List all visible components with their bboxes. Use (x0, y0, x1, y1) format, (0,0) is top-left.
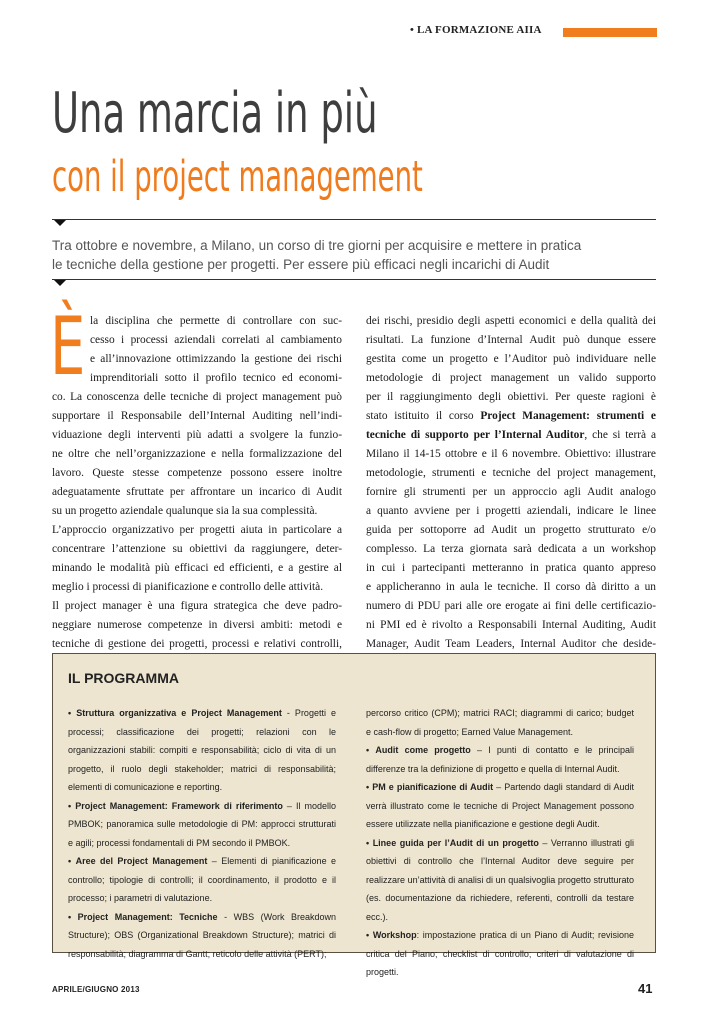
text-line: L’approccio organizzativo per progetti aiuta in particolare a (52, 524, 342, 536)
text-line: fornire gli strumenti per un approccio agli Audit analogo (366, 486, 656, 498)
lead-rule (52, 279, 656, 280)
lead-line-1: Tra ottobre e novembre, a Milano, un corso di tre giorni per acquisire e mettere in pratica (52, 238, 582, 253)
top-rule (52, 219, 656, 220)
text-line: adeguatamente sfruttate per affrontare un incarico di Audit (52, 486, 342, 498)
program-item-label: Workshop (372, 930, 417, 940)
program-column-right (366, 704, 634, 982)
text-line: imprenditoriali sotto il profilo tecnico ed economi- (90, 372, 342, 384)
text-run: , che si terrà a (584, 429, 657, 441)
text-line: minando le modalità più efficaci ed efficienti, e a gestire al (52, 562, 342, 574)
article-column-left (50, 300, 342, 673)
program-bullet: • (366, 930, 370, 940)
text-line: guida per sottoporre ad Audit un progetto strutturato e/o (366, 524, 656, 536)
program-item-continued (366, 704, 634, 741)
issue-date: APRILE/GIUGNO 2013 (52, 985, 140, 994)
rule-arrow-marker (54, 280, 66, 286)
article-title: Una marcia in più (52, 81, 378, 146)
program-item (68, 704, 336, 797)
lead-line-2: le tecniche della gestione per progetti. Per essere più efficaci negli incarichi di Audit (52, 257, 550, 272)
program-item-text: – I punti di contatto e le principali differenze tra la definizione di progetto e quella di Internal Audit. (366, 745, 634, 774)
program-item-text: - Progetti e processi; classificazione dei progetti; relazioni con le organizzazioni stabili: compiti e responsabilità; ciclo di vita di un progetto, il ruolo degli stakeholder; matrici di responsabilità; elementi di comunicazione e reporting. (68, 708, 336, 792)
section-accent-bar (563, 28, 657, 37)
text-line (366, 407, 656, 426)
program-item-text: – Il modello PMBOK; panoramica sulle metodologie di PM: approcci strutturati e agili; processi fondamentali di PM secondo il PMBOK. (68, 800, 336, 848)
drop-cap: È (50, 300, 86, 393)
program-item-label: PM e pianificazione di Audit (372, 782, 494, 792)
program-bullet: • (68, 800, 72, 811)
course-name: Project Management: strumenti e (480, 410, 656, 422)
program-bullet: • (366, 745, 370, 755)
program-title: IL PROGRAMMA (68, 670, 179, 686)
text-line: complesso. La terza giornata sarà dedicata a un workshop (366, 543, 656, 555)
article-column-right (366, 312, 656, 673)
text-line: per il raggiungimento degli obiettivi. Per queste ragioni è (366, 391, 656, 403)
program-item-text: - WBS (Work Breakdown Structure); OBS (Organizational Breakdown Structure); matrici di responsabilità; diagramma di Gantt; reticolo delle attività (PERT); (68, 911, 336, 959)
program-item-label: Struttura organizzativa e Project Management (76, 708, 282, 718)
text-line: lavoro. Queste stesse competenze possono essere inoltre (52, 467, 342, 479)
program-item (68, 908, 336, 964)
text-line: e all’innovazione ottimizzando la gestione dei rischi (90, 353, 342, 365)
program-item-label: Linee guida per l’Audit di un progetto (372, 837, 539, 848)
program-box (52, 653, 656, 977)
text-line: meglio i processi di pianificazione e controllo delle attività. (52, 581, 324, 593)
program-item (68, 852, 336, 908)
program-item-label: Project Management: Framework di riferimento (75, 800, 283, 811)
page-number: 41 (638, 981, 653, 996)
program-item-label: Audit come progetto (375, 745, 471, 755)
text-line: numero di PDU pari alle ore erogate ai fini delle certificazio- (366, 600, 656, 612)
rule-arrow-marker (54, 220, 66, 226)
text-line: co. La conoscenza delle tecniche di project management può (52, 391, 342, 403)
text-line: Milano il 14-15 ottobre e il 6 novembre. Obiettivo: illustrare (366, 448, 656, 460)
text-line: supportare il Responsabile dell’Internal Auditing nell’indi- (52, 410, 342, 422)
program-item (366, 741, 634, 778)
text-line: tecniche di gestione dei progetti, processi e relativi controlli, (52, 638, 342, 650)
program-item (366, 834, 634, 927)
program-item-text: : impostazione pratica di un Piano di Audit; revisione critica del Piano; checklist di controllo; criteri di valutazione di progetti. (366, 930, 634, 977)
lead-paragraph (52, 236, 657, 274)
article-subtitle: con il project management (52, 152, 423, 202)
program-column-left (68, 704, 336, 963)
program-item (366, 926, 634, 982)
program-item-text: percorso critico (CPM); matrici RACI; diagrammi di carico; budget e cash-flow di progetto; Earned Value Management. (366, 708, 634, 737)
program-bullet: • (68, 911, 72, 922)
text-line: ne oltre che nell’organizzazione e nella formalizzazione del (52, 448, 342, 460)
text-line: risultati. La funzione d’Internal Audit può dunque essere (366, 334, 656, 346)
text-line: concentrare l’attenzione su obiettivi da raggiungere, deter- (52, 543, 342, 555)
text-line: su un progetto aziendale qualunque sia la sua complessità. (52, 505, 318, 517)
program-item-text: – Elementi di pianificazione e controllo; tipologie di controlli; il coordinamento, il prodotto e il processo; i parametri di valutazione. (68, 856, 336, 903)
text-line: viduazione degli interventi più adatti a svolgere la funzio- (52, 429, 342, 441)
program-item-text: – Verranno illustrati gli obiettivi di controllo che l’Internal Auditor deve seguire per realizzare un’attività di analisi di un qualsivoglia progetto strutturato (es. documentazione da richiedere, referenti, controlli da testare ecc.). (366, 837, 634, 922)
course-name-cont: tecniche di supporto per l’Internal Auditor (366, 429, 585, 441)
text-line: neggiare numerose competenze in diversi ambiti: metodi e (52, 619, 342, 631)
text-line: metodologie, strumenti e tecniche del project management, (366, 467, 656, 479)
text-line: dei rischi, presidio degli aspetti economici e della qualità dei (366, 315, 656, 327)
text-line: ni PMI ed è rivolto a Responsabili Internal Auditing, Audit (366, 619, 656, 631)
text-line: Manager, Audit Team Leaders, Internal Auditor che deside- (366, 638, 656, 650)
text-line: gestita come un progetto e l’Auditor può individuare nelle (366, 353, 656, 365)
program-item-text: – Partendo dagli standard di Audit verrà illustrato come le tecniche di Project Management possono essere utilizzate nella pianificazione e gestione degli Audit. (366, 782, 634, 829)
text-line: a quanto avviene per i progetti aziendali, indicare le linee (366, 505, 656, 517)
program-item (68, 797, 336, 853)
program-bullet: • (68, 708, 72, 718)
program-item (366, 778, 634, 834)
text-line: in cui i partecipanti metteranno in pratica quanto appreso (366, 562, 656, 574)
text-line (366, 426, 656, 445)
program-bullet: • (366, 837, 370, 848)
text-run: stato istituito il corso (366, 410, 474, 422)
text-line: cesso i processi aziendali correlati al cambiamento (90, 334, 342, 346)
text-line: Il project manager è una figura strategica che deve padro- (52, 600, 342, 612)
program-bullet: • (68, 856, 72, 866)
program-item-label: Project Management: Tecniche (77, 911, 218, 922)
text-line: la disciplina che permette di controllare con suc- (90, 315, 342, 327)
section-tag: • LA FORMAZIONE AIIA (410, 24, 542, 36)
text-line: e applicheranno in aula le tecniche. Il corso dà diritto a un (366, 581, 656, 593)
program-bullet: • (366, 782, 370, 792)
text-line: metodologie di project management un valido supporto (366, 372, 656, 384)
program-item-label: Aree del Project Management (75, 856, 208, 866)
